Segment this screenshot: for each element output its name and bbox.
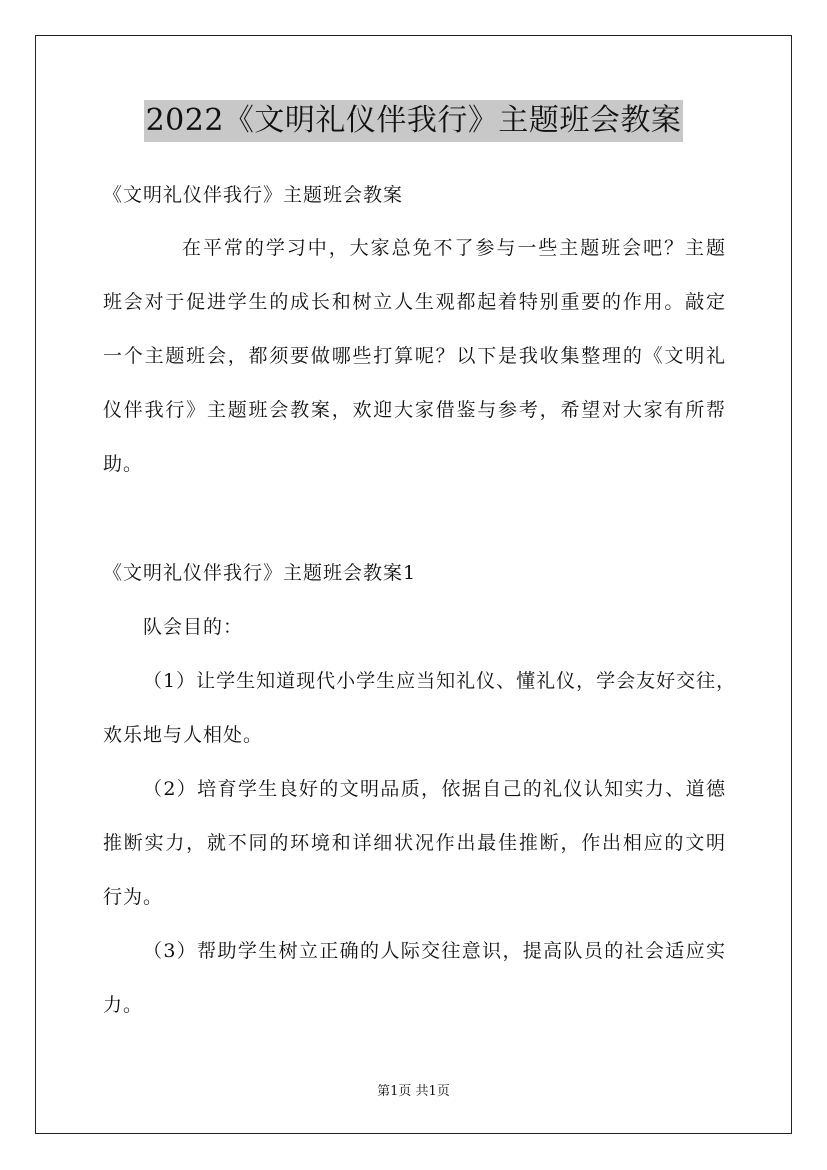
section-heading: 《文明礼仪伴我行》主题班会教案1 xyxy=(103,562,417,584)
goal-line-7: 力。 xyxy=(103,994,144,1016)
intro-line-5: 助。 xyxy=(103,453,144,475)
intro-line-3: 一个主题班会，都须要做哪些打算呢？以下是我收集整理的《文明礼 xyxy=(103,345,726,367)
goal-line-6: （3）帮助学生树立正确的人际交往意识，提高队员的社会适应实 xyxy=(143,940,726,962)
goal-heading: 队会目的： xyxy=(143,616,244,638)
goal-line-1: （1）让学生知道现代小学生应当知礼仪、懂礼仪，学会友好交往， xyxy=(143,670,737,692)
intro-line-1: 在平常的学习中，大家总免不了参与一些主题班会吧？主题 xyxy=(182,237,726,259)
intro-line-4: 仪伴我行》主题班会教案，欢迎大家借鉴与参考，希望对大家有所帮 xyxy=(103,399,726,421)
goal-line-3: （2）培育学生良好的文明品质，依据自己的礼仪认知实力、道德 xyxy=(143,778,726,800)
document-title: 2022《文明礼仪伴我行》主题班会教案 xyxy=(144,100,684,142)
goal-line-5: 行为。 xyxy=(103,886,164,908)
title-container xyxy=(0,100,827,142)
goal-line-4: 推断实力，就不同的环境和详细状况作出最佳推断，作出相应的文明 xyxy=(103,832,726,854)
page-footer: 第1页 共1页 xyxy=(377,1084,450,1099)
document-subtitle: 《文明礼仪伴我行》主题班会教案 xyxy=(103,184,404,206)
goal-line-2: 欢乐地与人相处。 xyxy=(103,724,264,746)
intro-line-2: 班会对于促进学生的成长和树立人生观都起着特别重要的作用。敲定 xyxy=(103,291,726,313)
